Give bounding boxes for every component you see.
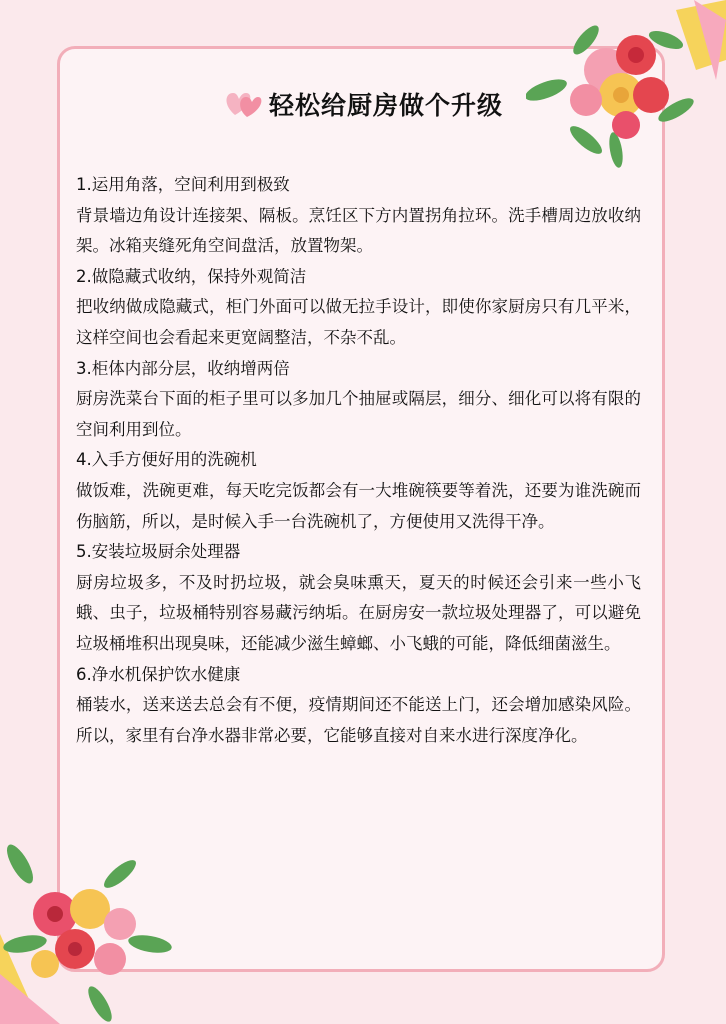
section-body: 厨房洗菜台下面的柜子里可以多加几个抽屉或隔层，细分、细化可以将有限的空间利用到位。	[76, 389, 641, 439]
hearts-icon	[223, 89, 263, 119]
page-title: 轻松给厨房做个升级	[268, 91, 503, 120]
section-heading: 4.入手方便好用的洗碗机	[76, 450, 257, 470]
section-heading: 2.做隐藏式收纳，保持外观简洁	[76, 266, 307, 286]
article-content	[76, 170, 641, 751]
section-body: 做饭难，洗碗更难，每天吃完饭都会有一大堆碗筷要等着洗，还要为谁洗碗而伤脑筋，所以，是时候入手一台洗碗机了，方便使用又洗得干净。	[76, 480, 641, 531]
section-body: 背景墙边角设计连接架、隔板。烹饪区下方内置拐角拉环。洗手槽周边放收纳架。冰箱夹缝死角空间盘活，放置物架。	[76, 205, 641, 256]
section-heading: 6.净水机保护饮水健康	[76, 664, 241, 684]
section-heading: 1.运用角落，空间利用到极致	[76, 175, 290, 194]
section-heading: 5.安装垃圾厨余处理器	[76, 542, 241, 562]
flower-bouquet-icon	[0, 834, 180, 1024]
section-body: 厨房垃圾多，不及时扔垃圾，就会臭味熏天，夏天的时候还会引来一些小飞蛾、虫子，垃圾桶特别容易藏污纳垢。在厨房安一款垃圾处理器了，可以避免垃圾桶堆积出现臭味，还能减少滋生蟑螂、小飞蛾的可能，降低细菌滋生。	[76, 572, 641, 653]
flower-bouquet-icon	[526, 0, 726, 170]
section-body: 桶装水，送来送去总会有不便，疫情期间还不能送上门，还会增加感染风险。所以，家里有台净水器非常必要，它能够直接对自来水进行深度净化。	[76, 695, 641, 745]
section-body: 把收纳做成隐藏式，柜门外面可以做无拉手设计，即使你家厨房只有几平米，这样空间也会看起来更宽阔整洁，不杂不乱。	[76, 297, 641, 347]
title-row	[0, 86, 726, 123]
section-heading: 3.柜体内部分层，收纳增两倍	[76, 358, 290, 378]
